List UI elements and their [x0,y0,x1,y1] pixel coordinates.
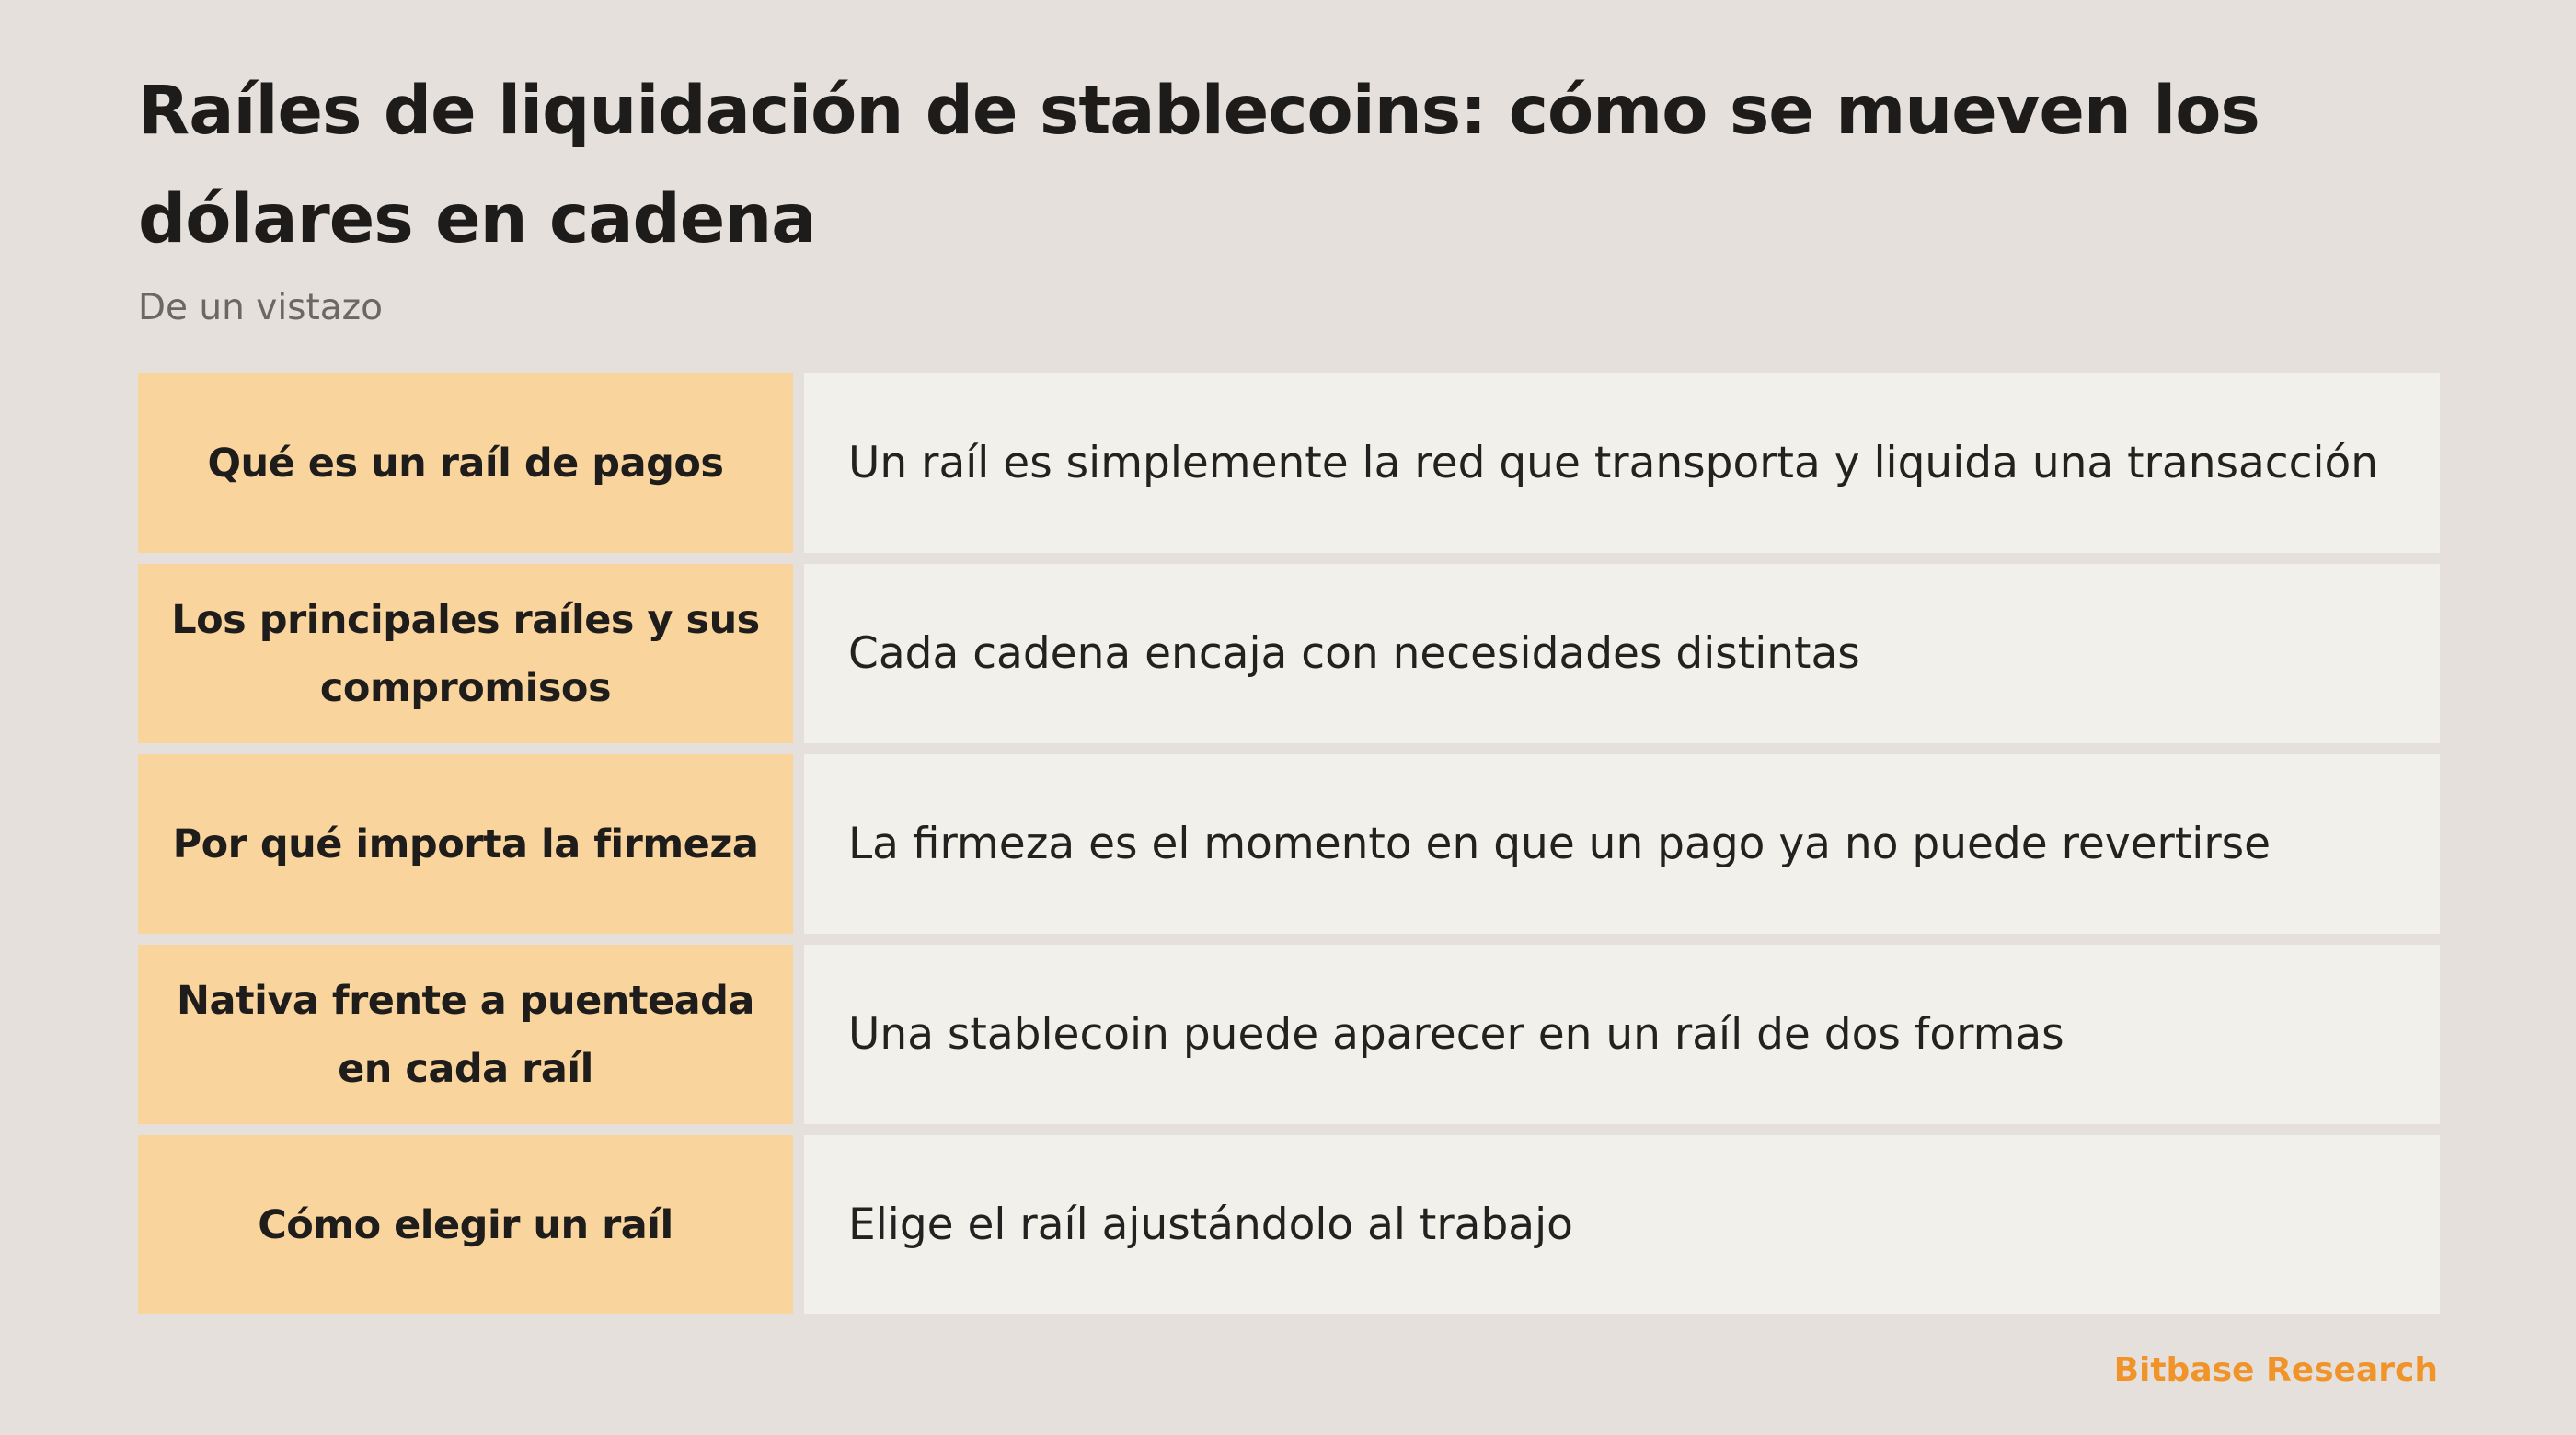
page-subtitle: De un vistazo [138,287,384,328]
row-key-cell [138,373,793,553]
row-value-cell [804,754,2440,934]
brand-label: Bitbase Research [2113,1351,2438,1389]
row-value-text: Elige el raíl ajustándolo al trabajo [848,1199,1573,1250]
row-value-text: La firmeza es el momento en que un pago ya no puede revertirse [848,818,2271,869]
row-key-label: Por qué importa la firmeza [172,821,759,867]
page-title: Raíles de liquidación de stablecoins: cómo se mueven los dólares en cadena [138,72,2260,258]
row-value-text: Una stablecoin puede aparecer en un raíl de dos formas [848,1008,2064,1060]
row-value-cell [804,564,2440,743]
row-key-cell [138,945,793,1124]
header [138,57,2438,331]
row-value-cell [804,1135,2440,1314]
summary-table [138,373,2440,1314]
row-key-cell [138,564,793,743]
row-key-cell [138,1135,793,1314]
table-row [138,373,2440,553]
row-value-text: Un raíl es simplemente la red que transporta y liquida una transacción [848,437,2379,488]
row-value-cell [804,945,2440,1124]
table-row [138,1135,2440,1314]
table-row [138,945,2440,1124]
row-key-label: Nativa frente a puenteada en cada raíl [177,977,754,1092]
row-value-text: Cada cadena encaja con necesidades distintas [848,627,1860,679]
row-value-cell [804,373,2440,553]
table-row [138,564,2440,743]
row-key-label: Cómo elegir un raíl [258,1201,673,1248]
table-row [138,754,2440,934]
row-key-label: Los principales raíles y sus compromisos [171,596,760,711]
row-key-label: Qué es un raíl de pagos [207,440,724,487]
row-key-cell [138,754,793,934]
